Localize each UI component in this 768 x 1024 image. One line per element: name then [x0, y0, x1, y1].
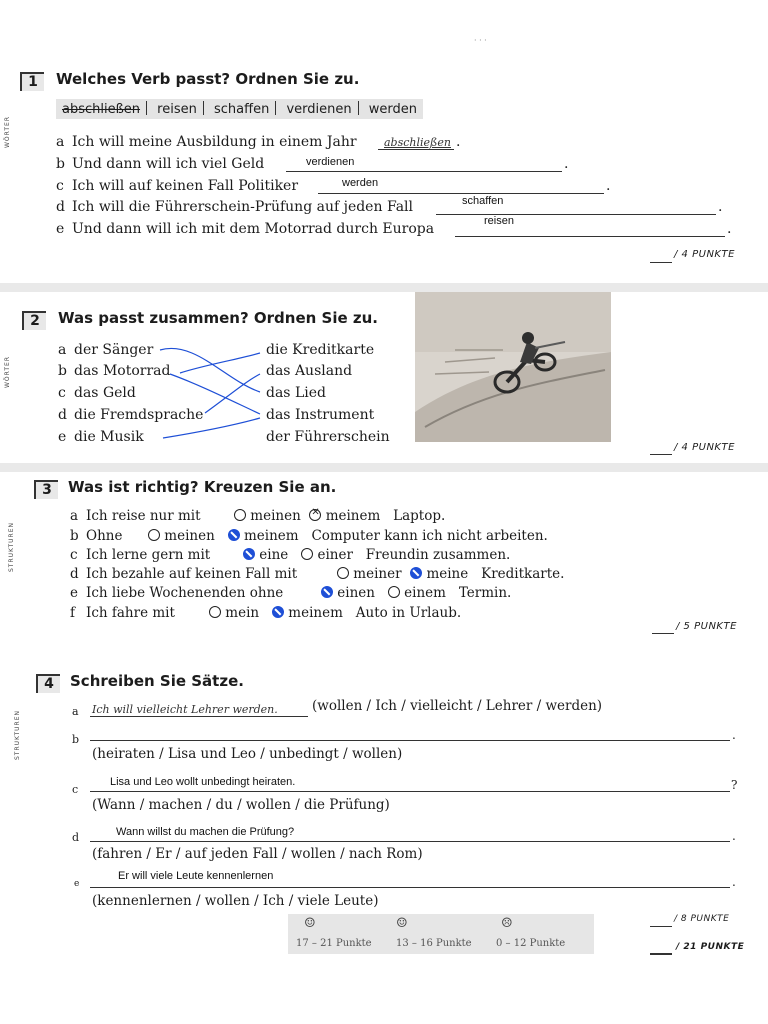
- item-text: das Geld: [74, 385, 136, 401]
- motorcycle-illustration: [415, 292, 611, 442]
- item-letter: f: [70, 605, 75, 621]
- item-letter: d: [70, 566, 79, 582]
- ex4-letter-d: d: [72, 831, 80, 844]
- word-bank-item: schaffen: [214, 102, 270, 117]
- item-text: Ich liebe Wochenenden ohne: [86, 585, 284, 601]
- ex2-left-a: [58, 342, 153, 358]
- ex1-item-e: [56, 221, 434, 237]
- end-punct: .: [727, 221, 732, 237]
- ex4-prompt-e: (kennenlernen / wollen / Ich / viele Leute): [92, 893, 379, 909]
- ex4-prompt-d: (fahren / Er / auf jeden Fall / wollen / nach Rom): [92, 846, 423, 862]
- exercise-1-side-label: WÖRTER: [4, 115, 11, 148]
- radio-option[interactable]: [337, 567, 349, 579]
- end-punct: .: [732, 728, 736, 742]
- smiley-icon: ☺: [304, 916, 316, 931]
- item-text: das Motorrad: [74, 363, 171, 379]
- radio-option-checked[interactable]: [309, 509, 321, 521]
- ex3-options-e: [321, 585, 511, 601]
- radio-option[interactable]: [301, 548, 313, 560]
- word-bank-item: reisen: [157, 102, 197, 117]
- smiley-icon: ☺: [396, 916, 408, 931]
- match-line: [205, 374, 260, 413]
- ex1-item-b: [56, 156, 264, 172]
- ex4-points: / 8 PUNKTE: [674, 914, 730, 924]
- total-points: / 21 PUNKTE: [676, 942, 745, 952]
- ex3-item-d: [70, 566, 297, 582]
- ex4-letter-e: e: [74, 879, 80, 889]
- item-text: Ich will auf keinen Fall Politiker: [72, 178, 299, 194]
- option-label: eine: [259, 547, 289, 563]
- word-bank-item: werden: [368, 102, 418, 117]
- item-text: die Musik: [74, 429, 144, 445]
- exercise-3-side-label: STRUKTUREN: [8, 521, 15, 572]
- radio-option[interactable]: [234, 509, 246, 521]
- item-letter: a: [58, 342, 67, 358]
- item-letter: e: [56, 221, 65, 237]
- exercise-2-side-label: WÖRTER: [4, 355, 11, 388]
- section-divider: [0, 283, 768, 292]
- end-punct: .: [718, 199, 723, 215]
- ex3-item-f: [70, 605, 175, 621]
- item-text: Ich will meine Ausbildung in einem Jahr: [72, 134, 357, 150]
- radio-option-checked[interactable]: [243, 548, 255, 560]
- ex4-prompt-a: (wollen / Ich / vielleicht / Lehrer / werden): [312, 698, 603, 714]
- radio-option[interactable]: [148, 529, 160, 541]
- answer-c[interactable]: werden: [342, 177, 379, 189]
- exercise-3-number: 3: [34, 480, 58, 499]
- ex3-options-b: [148, 528, 548, 544]
- item-letter: b: [58, 363, 67, 379]
- score-range: 17 – 21 Punkte: [296, 938, 372, 949]
- option-label: mein: [225, 605, 260, 621]
- ex1-points: / 4 PUNKTE: [674, 249, 735, 260]
- exercise-2-number: 2: [22, 311, 46, 330]
- option-label: einem: [404, 585, 446, 601]
- ex3-options-c: [243, 547, 510, 563]
- exercise-1-number: 1: [20, 72, 44, 91]
- option-label: meine: [426, 566, 469, 582]
- option-label: meinen: [250, 508, 301, 524]
- item-letter: d: [58, 407, 67, 423]
- match-line: [170, 374, 260, 414]
- item-text: die Fremdsprache: [74, 407, 204, 423]
- ex3-options-d: [337, 566, 564, 582]
- exercise-4-side-label: STRUKTUREN: [14, 709, 21, 760]
- item-letter: a: [70, 508, 79, 524]
- matching-lines: [155, 340, 265, 450]
- match-line: [160, 348, 260, 392]
- ex3-item-b: [70, 528, 122, 544]
- ex3-options-f: [209, 605, 461, 621]
- ex3-item-a: [70, 508, 201, 524]
- ex2-right-4: das Instrument: [266, 407, 375, 423]
- end-punct: .: [732, 875, 736, 889]
- ex2-left-c: [58, 385, 136, 401]
- score-range: 13 – 16 Punkte: [396, 938, 472, 949]
- word-bank: [56, 99, 423, 119]
- option-label: einen: [337, 585, 375, 601]
- ex3-points: / 5 PUNKTE: [676, 621, 737, 632]
- item-text: Auto in Urlaub.: [355, 605, 462, 621]
- item-text: Termin.: [458, 585, 512, 601]
- item-letter: c: [70, 547, 78, 563]
- answer-b[interactable]: verdienen: [306, 156, 355, 168]
- exercise-4-number: 4: [36, 674, 60, 693]
- ex3-item-e: [70, 585, 283, 601]
- end-punct: .: [456, 134, 461, 150]
- radio-option-checked[interactable]: [228, 529, 240, 541]
- ex1-item-a: [56, 134, 357, 150]
- ex2-right-3: das Lied: [266, 385, 326, 401]
- item-text: Ich will die Führerschein-Prüfung auf jeden Fall: [72, 199, 414, 215]
- answer-e[interactable]: reisen: [484, 215, 514, 227]
- item-letter: e: [70, 585, 78, 601]
- item-letter: c: [56, 178, 64, 194]
- ex2-left-e: [58, 429, 144, 445]
- item-text: Ohne: [86, 528, 123, 544]
- ex4-prompt-c: (Wann / machen / du / wollen / die Prüfung): [92, 797, 390, 813]
- exercise-3-title: Was ist richtig? Kreuzen Sie an.: [68, 478, 337, 496]
- item-letter: e: [58, 429, 67, 445]
- word-bank-item: abschließen: [62, 102, 141, 117]
- item-text: Ich bezahle auf keinen Fall mit: [86, 566, 298, 582]
- ex3-options-a: [234, 508, 445, 524]
- radio-option-checked[interactable]: [410, 567, 422, 579]
- exercise-2-title: Was passt zusammen? Ordnen Sie zu.: [58, 309, 378, 327]
- ex1-item-c: [56, 178, 298, 194]
- ex1-item-d: [56, 199, 413, 215]
- exercise-1-title: Welches Verb passt? Ordnen Sie zu.: [56, 70, 360, 88]
- item-text: Kreditkarte.: [481, 566, 565, 582]
- item-text: Computer kann ich nicht arbeiten.: [311, 528, 548, 544]
- sad-face-icon: ☹: [501, 916, 513, 931]
- score-table: [288, 914, 594, 954]
- ex2-right-1: die Kreditkarte: [266, 342, 375, 358]
- item-letter: d: [56, 199, 65, 215]
- item-text: Freundin zusammen.: [365, 547, 511, 563]
- end-punct: .: [564, 156, 569, 172]
- item-text: der Sänger: [74, 342, 154, 358]
- answer-a[interactable]: abschließen: [384, 136, 451, 149]
- item-text: Ich fahre mit: [86, 605, 175, 621]
- ex2-left-b: [58, 363, 170, 379]
- item-letter: b: [70, 528, 79, 544]
- word-bank-item: verdienen: [286, 102, 352, 117]
- item-letter: a: [56, 134, 65, 150]
- end-punct: ?: [731, 778, 738, 792]
- ex4-answer-e[interactable]: Er will viele Leute kennenlernen: [118, 870, 274, 882]
- option-label: einer: [317, 547, 353, 563]
- option-label: meinen: [164, 528, 215, 544]
- exercise-4-title: Schreiben Sie Sätze.: [70, 672, 244, 690]
- ex4-letter-b: b: [72, 733, 80, 746]
- section-divider: [0, 463, 768, 472]
- ex2-right-5: der Führerschein: [266, 429, 390, 445]
- option-label: meiner: [353, 566, 402, 582]
- answer-d[interactable]: schaffen: [462, 195, 504, 207]
- ex2-points: / 4 PUNKTE: [674, 442, 735, 453]
- ex4-answer-a[interactable]: Ich will vielleicht Lehrer werden.: [92, 703, 278, 716]
- option-label: meinem: [288, 605, 343, 621]
- radio-option-checked[interactable]: [321, 586, 333, 598]
- radio-option[interactable]: [388, 586, 400, 598]
- item-text: Und dann will ich viel Geld: [72, 156, 265, 172]
- ex3-item-c: [70, 547, 210, 563]
- item-text: Ich reise nur mit: [86, 508, 201, 524]
- end-punct: .: [606, 178, 611, 194]
- ex4-letter-a: a: [72, 705, 79, 718]
- item-text: Laptop.: [393, 508, 446, 524]
- score-range: 0 – 12 Punkte: [496, 938, 566, 949]
- ex4-prompt-b: (heiraten / Lisa und Leo / unbedingt / wollen): [92, 746, 403, 762]
- item-letter: b: [56, 156, 65, 172]
- ex4-answer-d[interactable]: Wann willst du machen die Prüfung?: [116, 826, 295, 838]
- ex4-letter-c: c: [72, 783, 79, 796]
- end-punct: .: [732, 829, 736, 843]
- item-text: Ich lerne gern mit: [86, 547, 211, 563]
- item-letter: c: [58, 385, 66, 401]
- radio-option-checked[interactable]: [272, 606, 284, 618]
- match-line: [163, 418, 260, 438]
- ex2-right-2: das Ausland: [266, 363, 353, 379]
- option-label: meinem: [325, 508, 381, 524]
- ex4-answer-c[interactable]: Lisa und Leo wollt unbedingt heiraten.: [110, 776, 296, 788]
- radio-option[interactable]: [209, 606, 221, 618]
- item-text: Und dann will ich mit dem Motorrad durch Europa: [72, 221, 435, 237]
- top-mark: · · ·: [474, 36, 487, 45]
- option-label: meinem: [243, 528, 299, 544]
